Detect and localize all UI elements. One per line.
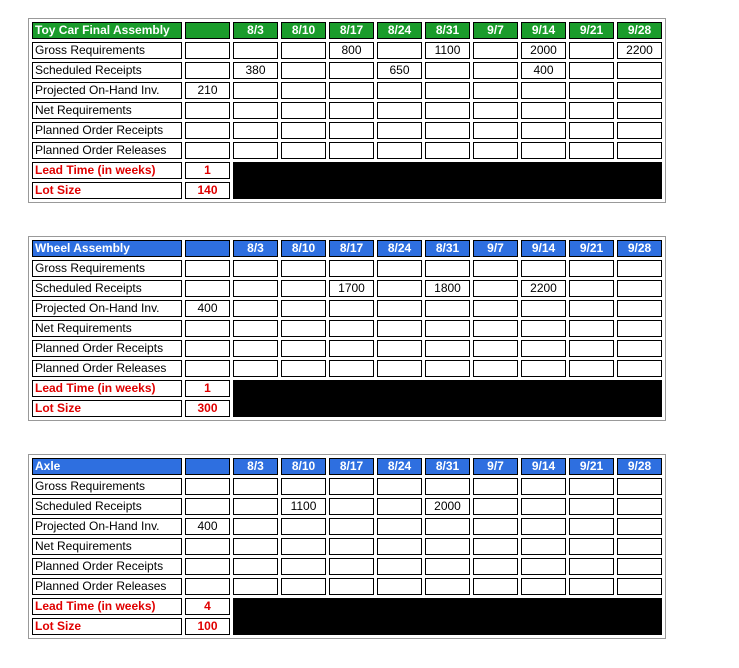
scheduled-receipts-cell[interactable]: [617, 280, 662, 297]
mrp-table-axle: [28, 454, 666, 639]
planned-order-releases-cell[interactable]: [329, 578, 374, 595]
week-header: 9/21: [569, 22, 614, 39]
planned-order-receipts-cell[interactable]: [377, 340, 422, 357]
scheduled-receipts-cell[interactable]: 650: [377, 62, 422, 79]
gross-requirements-cell[interactable]: [233, 42, 278, 59]
gross-requirements-cell[interactable]: 2000: [521, 42, 566, 59]
planned-order-receipts-cell[interactable]: [329, 122, 374, 139]
gross-requirements-cell[interactable]: [473, 260, 518, 277]
planned-order-receipts-cell[interactable]: [329, 558, 374, 575]
week-header: 9/28: [617, 240, 662, 257]
projected-on-hand-cell[interactable]: [569, 82, 614, 99]
net-requirements-cell[interactable]: [281, 320, 326, 337]
planned-order-releases-cell[interactable]: [521, 142, 566, 159]
lot-size-label: Lot Size: [32, 618, 182, 635]
net-requirements-cell[interactable]: [329, 320, 374, 337]
planned-order-receipts-cell[interactable]: [233, 122, 278, 139]
blacked-out-block: [233, 380, 662, 417]
gross-requirements-cell[interactable]: [233, 478, 278, 495]
net-requirements-cell[interactable]: [521, 320, 566, 337]
projected-on-hand-cell[interactable]: [329, 518, 374, 535]
scheduled-receipts-cell[interactable]: [233, 280, 278, 297]
gross-requirements-cell[interactable]: [521, 478, 566, 495]
planned-order-receipts-cell[interactable]: [617, 340, 662, 357]
scheduled-receipts-cell[interactable]: 1100: [281, 498, 326, 515]
week-header: 8/31: [425, 22, 470, 39]
planned-order-receipts-cell[interactable]: [569, 558, 614, 575]
lot-size-value[interactable]: 100: [185, 618, 230, 635]
gross-requirements-cell[interactable]: [521, 260, 566, 277]
planned-order-releases-cell[interactable]: [425, 142, 470, 159]
planned-order-releases-cell[interactable]: [569, 578, 614, 595]
planned-order-releases-cell[interactable]: [233, 578, 278, 595]
scheduled-receipts-label: Scheduled Receipts: [32, 498, 182, 515]
scheduled-receipts-cell[interactable]: [473, 280, 518, 297]
gross-requirements-cell[interactable]: [569, 260, 614, 277]
net-requirements-row: [32, 320, 662, 337]
planned-order-releases-cell[interactable]: [521, 360, 566, 377]
planned-order-releases-cell[interactable]: [617, 360, 662, 377]
initial-cell[interactable]: [185, 42, 230, 59]
table-title: Toy Car Final Assembly: [32, 22, 182, 39]
scheduled-receipts-label: Scheduled Receipts: [32, 280, 182, 297]
gross-requirements-row: [32, 260, 662, 277]
net-requirements-label: Net Requirements: [32, 320, 182, 337]
week-header: 8/24: [377, 22, 422, 39]
gross-requirements-cell[interactable]: [569, 478, 614, 495]
planned-order-releases-cell[interactable]: [617, 142, 662, 159]
mrp-table-wheel-assembly: [28, 236, 666, 421]
gross-requirements-cell[interactable]: 800: [329, 42, 374, 59]
gross-requirements-cell[interactable]: [569, 42, 614, 59]
projected-on-hand-cell[interactable]: [569, 518, 614, 535]
projected-on-hand-cell[interactable]: [281, 82, 326, 99]
net-requirements-cell[interactable]: [617, 320, 662, 337]
initial-inventory-cell[interactable]: 400: [185, 300, 230, 317]
net-requirements-row: [32, 102, 662, 119]
scheduled-receipts-cell[interactable]: [281, 62, 326, 79]
projected-on-hand-cell[interactable]: [617, 300, 662, 317]
initial-inventory-cell[interactable]: 210: [185, 82, 230, 99]
scheduled-receipts-cell[interactable]: 400: [521, 62, 566, 79]
planned-order-receipts-cell[interactable]: [281, 558, 326, 575]
week-header: 8/10: [281, 458, 326, 475]
net-requirements-cell[interactable]: [569, 320, 614, 337]
planned-order-receipts-row: [32, 122, 662, 139]
projected-on-hand-cell[interactable]: [425, 518, 470, 535]
mrp-table-toy-car: [28, 18, 666, 203]
planned-order-releases-cell[interactable]: [233, 360, 278, 377]
gross-requirements-row: [32, 478, 662, 495]
scheduled-receipts-row: [32, 62, 662, 79]
initial-cell[interactable]: [185, 280, 230, 297]
net-requirements-cell[interactable]: [377, 102, 422, 119]
projected-on-hand-cell[interactable]: [473, 82, 518, 99]
projected-on-hand-cell[interactable]: [233, 518, 278, 535]
net-requirements-cell[interactable]: [281, 102, 326, 119]
header-row: [32, 22, 662, 39]
planned-order-releases-cell[interactable]: [473, 360, 518, 377]
planned-order-receipts-cell[interactable]: [569, 340, 614, 357]
projected-on-hand-cell[interactable]: [329, 82, 374, 99]
scheduled-receipts-cell[interactable]: [329, 62, 374, 79]
net-requirements-cell[interactable]: [281, 538, 326, 555]
scheduled-receipts-cell[interactable]: 1800: [425, 280, 470, 297]
lot-size-label: Lot Size: [32, 182, 182, 199]
planned-order-receipts-cell[interactable]: [281, 122, 326, 139]
planned-order-receipts-cell[interactable]: [521, 558, 566, 575]
week-header: 9/28: [617, 22, 662, 39]
planned-order-receipts-cell[interactable]: [521, 122, 566, 139]
net-requirements-cell[interactable]: [425, 320, 470, 337]
planned-order-releases-cell[interactable]: [377, 578, 422, 595]
gross-requirements-cell[interactable]: [617, 260, 662, 277]
header-blank-cell: [185, 22, 230, 39]
scheduled-receipts-cell[interactable]: [521, 498, 566, 515]
initial-cell[interactable]: [185, 122, 230, 139]
projected-on-hand-cell[interactable]: [569, 300, 614, 317]
projected-on-hand-label: Projected On-Hand Inv.: [32, 300, 182, 317]
planned-order-releases-cell[interactable]: [329, 142, 374, 159]
planned-order-receipts-label: Planned Order Receipts: [32, 558, 182, 575]
planned-order-releases-cell[interactable]: [329, 360, 374, 377]
week-header: 9/14: [521, 22, 566, 39]
planned-order-receipts-cell[interactable]: [473, 558, 518, 575]
lead-time-row: [32, 380, 662, 397]
scheduled-receipts-label: Scheduled Receipts: [32, 62, 182, 79]
planned-order-receipts-cell[interactable]: [617, 122, 662, 139]
week-header: 9/14: [521, 458, 566, 475]
planned-order-releases-cell[interactable]: [425, 360, 470, 377]
net-requirements-cell[interactable]: [377, 538, 422, 555]
initial-cell[interactable]: [185, 142, 230, 159]
projected-on-hand-cell[interactable]: [521, 300, 566, 317]
scheduled-receipts-cell[interactable]: [425, 62, 470, 79]
gross-requirements-row: [32, 42, 662, 59]
planned-order-releases-cell[interactable]: [569, 360, 614, 377]
week-header: 9/7: [473, 22, 518, 39]
planned-order-releases-cell[interactable]: [521, 578, 566, 595]
gross-requirements-cell[interactable]: 2200: [617, 42, 662, 59]
projected-on-hand-label: Projected On-Hand Inv.: [32, 82, 182, 99]
week-header: 8/31: [425, 458, 470, 475]
projected-on-hand-cell[interactable]: [377, 82, 422, 99]
gross-requirements-cell[interactable]: [329, 260, 374, 277]
planned-order-releases-label: Planned Order Releases: [32, 360, 182, 377]
gross-requirements-cell[interactable]: [473, 478, 518, 495]
scheduled-receipts-cell[interactable]: [569, 498, 614, 515]
planned-order-releases-cell[interactable]: [617, 578, 662, 595]
gross-requirements-cell[interactable]: [233, 260, 278, 277]
planned-order-releases-cell[interactable]: [377, 360, 422, 377]
week-header: 8/10: [281, 240, 326, 257]
table-title: Wheel Assembly: [32, 240, 182, 257]
planned-order-receipts-cell[interactable]: [473, 122, 518, 139]
planned-order-receipts-cell[interactable]: [473, 340, 518, 357]
gross-requirements-cell[interactable]: [281, 42, 326, 59]
scheduled-receipts-cell[interactable]: [569, 62, 614, 79]
net-requirements-cell[interactable]: [617, 538, 662, 555]
net-requirements-cell[interactable]: [617, 102, 662, 119]
week-header: 8/24: [377, 458, 422, 475]
week-header: 8/3: [233, 22, 278, 39]
net-requirements-cell[interactable]: [521, 538, 566, 555]
gross-requirements-cell[interactable]: [473, 42, 518, 59]
scheduled-receipts-cell[interactable]: [569, 280, 614, 297]
projected-on-hand-row: [32, 82, 662, 99]
planned-order-receipts-cell[interactable]: [617, 558, 662, 575]
net-requirements-row: [32, 538, 662, 555]
header-blank-cell: [185, 458, 230, 475]
net-requirements-cell[interactable]: [521, 102, 566, 119]
projected-on-hand-row: [32, 518, 662, 535]
gross-requirements-cell[interactable]: 1100: [425, 42, 470, 59]
projected-on-hand-cell[interactable]: [521, 82, 566, 99]
net-requirements-cell[interactable]: [569, 102, 614, 119]
initial-inventory-cell[interactable]: 400: [185, 518, 230, 535]
planned-order-receipts-cell[interactable]: [569, 122, 614, 139]
planned-order-receipts-cell[interactable]: [233, 340, 278, 357]
gross-requirements-cell[interactable]: [329, 478, 374, 495]
planned-order-receipts-cell[interactable]: [281, 340, 326, 357]
scheduled-receipts-cell[interactable]: [377, 498, 422, 515]
scheduled-receipts-cell[interactable]: [617, 62, 662, 79]
net-requirements-cell[interactable]: [233, 538, 278, 555]
lead-time-value[interactable]: 4: [185, 598, 230, 615]
planned-order-receipts-cell[interactable]: [425, 340, 470, 357]
planned-order-releases-cell[interactable]: [377, 142, 422, 159]
net-requirements-cell[interactable]: [233, 320, 278, 337]
planned-order-releases-cell[interactable]: [473, 142, 518, 159]
gross-requirements-cell[interactable]: [617, 478, 662, 495]
lot-size-value[interactable]: 300: [185, 400, 230, 417]
gross-requirements-cell[interactable]: [425, 478, 470, 495]
planned-order-releases-cell[interactable]: [425, 578, 470, 595]
initial-cell[interactable]: [185, 478, 230, 495]
initial-cell[interactable]: [185, 538, 230, 555]
initial-cell[interactable]: [185, 260, 230, 277]
planned-order-receipts-cell[interactable]: [233, 558, 278, 575]
scheduled-receipts-cell[interactable]: [281, 280, 326, 297]
week-header: 8/3: [233, 240, 278, 257]
scheduled-receipts-row: [32, 280, 662, 297]
projected-on-hand-cell[interactable]: [233, 300, 278, 317]
scheduled-receipts-cell[interactable]: 380: [233, 62, 278, 79]
net-requirements-cell[interactable]: [377, 320, 422, 337]
gross-requirements-cell[interactable]: [377, 42, 422, 59]
planned-order-receipts-label: Planned Order Receipts: [32, 340, 182, 357]
planned-order-releases-row: [32, 142, 662, 159]
planned-order-releases-cell[interactable]: [281, 360, 326, 377]
planned-order-releases-row: [32, 578, 662, 595]
projected-on-hand-cell[interactable]: [617, 518, 662, 535]
net-requirements-cell[interactable]: [233, 102, 278, 119]
lead-time-label: Lead Time (in weeks): [32, 162, 182, 179]
projected-on-hand-cell[interactable]: [233, 82, 278, 99]
planned-order-receipts-row: [32, 558, 662, 575]
planned-order-releases-cell[interactable]: [281, 142, 326, 159]
planned-order-releases-row: [32, 360, 662, 377]
gross-requirements-label: Gross Requirements: [32, 260, 182, 277]
projected-on-hand-cell[interactable]: [521, 518, 566, 535]
planned-order-receipts-label: Planned Order Receipts: [32, 122, 182, 139]
net-requirements-cell[interactable]: [329, 102, 374, 119]
scheduled-receipts-cell[interactable]: [617, 498, 662, 515]
net-requirements-cell[interactable]: [425, 102, 470, 119]
initial-cell[interactable]: [185, 102, 230, 119]
week-header: 8/24: [377, 240, 422, 257]
projected-on-hand-cell[interactable]: [425, 300, 470, 317]
planned-order-receipts-cell[interactable]: [377, 122, 422, 139]
week-header: 9/7: [473, 458, 518, 475]
net-requirements-cell[interactable]: [569, 538, 614, 555]
gross-requirements-cell[interactable]: [377, 260, 422, 277]
initial-cell[interactable]: [185, 340, 230, 357]
week-header: 8/17: [329, 458, 374, 475]
scheduled-receipts-cell[interactable]: 2000: [425, 498, 470, 515]
scheduled-receipts-cell[interactable]: [233, 498, 278, 515]
header-blank-cell: [185, 240, 230, 257]
gross-requirements-cell[interactable]: [281, 260, 326, 277]
net-requirements-cell[interactable]: [329, 538, 374, 555]
lead-time-row: [32, 162, 662, 179]
planned-order-receipts-cell[interactable]: [329, 340, 374, 357]
initial-cell[interactable]: [185, 558, 230, 575]
week-header: 9/14: [521, 240, 566, 257]
projected-on-hand-cell[interactable]: [329, 300, 374, 317]
week-header: 9/21: [569, 458, 614, 475]
lead-time-value[interactable]: 1: [185, 380, 230, 397]
scheduled-receipts-row: [32, 498, 662, 515]
planned-order-releases-label: Planned Order Releases: [32, 142, 182, 159]
net-requirements-cell[interactable]: [473, 320, 518, 337]
projected-on-hand-cell[interactable]: [617, 82, 662, 99]
lot-size-label: Lot Size: [32, 400, 182, 417]
table-title: Axle: [32, 458, 182, 475]
net-requirements-cell[interactable]: [425, 538, 470, 555]
lot-size-value[interactable]: 140: [185, 182, 230, 199]
week-header: 9/7: [473, 240, 518, 257]
projected-on-hand-cell[interactable]: [281, 518, 326, 535]
planned-order-receipts-cell[interactable]: [521, 340, 566, 357]
lead-time-value[interactable]: 1: [185, 162, 230, 179]
initial-cell[interactable]: [185, 578, 230, 595]
week-header: 8/10: [281, 22, 326, 39]
initial-cell[interactable]: [185, 320, 230, 337]
week-header: 9/21: [569, 240, 614, 257]
projected-on-hand-cell[interactable]: [473, 518, 518, 535]
header-row: [32, 458, 662, 475]
scheduled-receipts-cell[interactable]: [377, 280, 422, 297]
gross-requirements-cell[interactable]: [281, 478, 326, 495]
net-requirements-cell[interactable]: [473, 102, 518, 119]
net-requirements-label: Net Requirements: [32, 538, 182, 555]
net-requirements-cell[interactable]: [473, 538, 518, 555]
week-header: 9/28: [617, 458, 662, 475]
projected-on-hand-label: Projected On-Hand Inv.: [32, 518, 182, 535]
scheduled-receipts-cell[interactable]: 2200: [521, 280, 566, 297]
planned-order-receipts-cell[interactable]: [425, 122, 470, 139]
initial-cell[interactable]: [185, 62, 230, 79]
gross-requirements-cell[interactable]: [425, 260, 470, 277]
gross-requirements-label: Gross Requirements: [32, 42, 182, 59]
planned-order-receipts-cell[interactable]: [425, 558, 470, 575]
week-header: 8/17: [329, 240, 374, 257]
blacked-out-block: [233, 598, 662, 635]
projected-on-hand-cell[interactable]: [377, 518, 422, 535]
projected-on-hand-cell[interactable]: [377, 300, 422, 317]
week-header: 8/31: [425, 240, 470, 257]
week-header: 8/3: [233, 458, 278, 475]
scheduled-receipts-cell[interactable]: [473, 498, 518, 515]
planned-order-releases-cell[interactable]: [569, 142, 614, 159]
initial-cell[interactable]: [185, 498, 230, 515]
projected-on-hand-cell[interactable]: [281, 300, 326, 317]
projected-on-hand-cell[interactable]: [473, 300, 518, 317]
planned-order-releases-cell[interactable]: [281, 578, 326, 595]
planned-order-receipts-cell[interactable]: [377, 558, 422, 575]
scheduled-receipts-cell[interactable]: 1700: [329, 280, 374, 297]
projected-on-hand-row: [32, 300, 662, 317]
blacked-out-block: [233, 162, 662, 199]
planned-order-receipts-row: [32, 340, 662, 357]
projected-on-hand-cell[interactable]: [425, 82, 470, 99]
scheduled-receipts-cell[interactable]: [329, 498, 374, 515]
gross-requirements-cell[interactable]: [377, 478, 422, 495]
planned-order-releases-label: Planned Order Releases: [32, 578, 182, 595]
header-row: [32, 240, 662, 257]
lead-time-label: Lead Time (in weeks): [32, 380, 182, 397]
planned-order-releases-cell[interactable]: [233, 142, 278, 159]
gross-requirements-label: Gross Requirements: [32, 478, 182, 495]
week-header: 8/17: [329, 22, 374, 39]
planned-order-releases-cell[interactable]: [473, 578, 518, 595]
initial-cell[interactable]: [185, 360, 230, 377]
lead-time-label: Lead Time (in weeks): [32, 598, 182, 615]
net-requirements-label: Net Requirements: [32, 102, 182, 119]
scheduled-receipts-cell[interactable]: [473, 62, 518, 79]
lead-time-row: [32, 598, 662, 615]
